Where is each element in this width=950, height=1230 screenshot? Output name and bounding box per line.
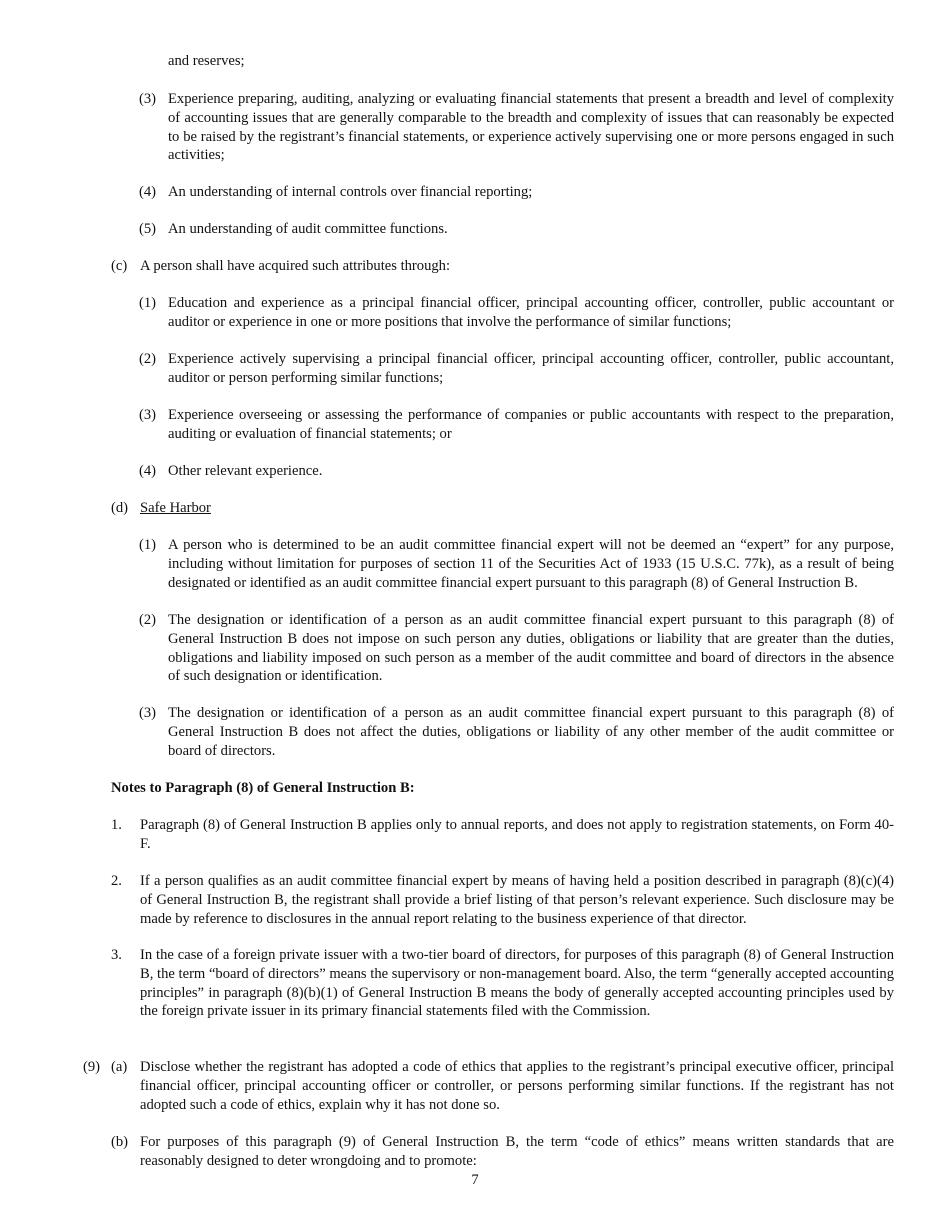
item-text: The designation or identification of a person as an audit committee financial expert pursuant to this paragraph (8) of General Instruction B does not affect the duties, obligations or liability of any other member of the audit committee or board of directors. <box>168 705 894 759</box>
item-label: (3) <box>139 407 157 423</box>
item-text: Experience overseeing or assessing the performance of companies or public accountants with respect to the preparation, auditing or evaluation of financial statements; or <box>168 407 894 442</box>
item-label: (3) <box>139 91 157 107</box>
item-c4 <box>168 462 894 481</box>
note-3 <box>140 946 894 1021</box>
note-text: Paragraph (8) of General Instruction B applies only to annual reports, and does not apply to registration statements, on Form 40-F. <box>140 817 894 852</box>
safe-harbor-heading: Safe Harbor <box>140 500 211 516</box>
item-c2 <box>168 350 894 388</box>
item-text: Other relevant experience. <box>168 463 323 479</box>
item-b4 <box>168 183 894 202</box>
section-c-intro <box>140 257 894 276</box>
section-d-heading <box>140 499 894 518</box>
item-text: Experience preparing, auditing, analyzing or evaluating financial statements that present a breadth and level of complexity of accounting issues that are generally comparable to the breadth and complexity of issues that can reasonably be expected to be raised by the registrant’s financial statements, or experience actively supervising one or more persons engaged in such activities; <box>168 91 894 164</box>
note-2 <box>140 872 894 928</box>
item-label: (1) <box>139 537 157 553</box>
item-text: An understanding of audit committee functions. <box>168 221 448 237</box>
item-label: (a) <box>111 1059 128 1075</box>
item-text: For purposes of this paragraph (9) of General Instruction B, the term “code of ethics” means written standards that are reasonably designed to deter wrongdoing and to promote: <box>140 1134 894 1169</box>
item-text: Education and experience as a principal financial officer, principal accounting officer, controller, public accountant or auditor or experience in one or more positions that involve the performance of similar functions; <box>168 295 894 330</box>
notes-heading <box>111 779 894 798</box>
text-continuation <box>168 52 894 71</box>
item-label: (4) <box>139 184 157 200</box>
item-9a <box>140 1058 894 1114</box>
item-b5 <box>168 220 894 239</box>
item-text: The designation or identification of a person as an audit committee financial expert pursuant to this paragraph (8) of General Instruction B does not impose on such person any duties, obligations or liability that are greater than the duties, obligations and liability imposed on such person as a member of the audit committee and board of directors in the absence of such designation or identification. <box>168 612 894 685</box>
note-label: 3. <box>111 947 122 963</box>
note-text: In the case of a foreign private issuer with a two-tier board of directors, for purposes of this paragraph (8) of General Instruction B, the term “board of directors” means the supervisory or non-management board. Also, the term “generally accepted accounting principles” in paragraph (8)(b)(1) of General Instruction B means the body of generally accepted accounting principles used by the foreign private issuer in its primary financial statements filed with the Commission. <box>140 947 894 1020</box>
section-c-label: (c) <box>111 258 128 274</box>
item-9b <box>140 1133 894 1171</box>
section-c-text: A person shall have acquired such attributes through: <box>140 258 451 274</box>
item-c1 <box>168 294 894 332</box>
item-c3 <box>168 406 894 444</box>
item-label: (2) <box>139 612 157 628</box>
item-d1 <box>168 536 894 592</box>
item-text: A person who is determined to be an audit committee financial expert will not be deemed an “expert” for any purpose, including without limitation for purposes of section 11 of the Securities Act of 1933 (15 U.S.C. 77k), as a result of being designated or identified as an audit committee financial expert pursuant to this paragraph (8) of General Instruction B. <box>168 537 894 591</box>
page-number: 7 <box>471 1172 479 1188</box>
note-1 <box>140 816 894 854</box>
item-d2 <box>168 611 894 686</box>
item-text: Disclose whether the registrant has adopted a code of ethics that applies to the registrant’s principal executive officer, principal financial officer, principal accounting officer or controller, or persons performing similar functions. If the registrant has not adopted such a code of ethics, explain why it has not done so. <box>140 1059 894 1113</box>
item-label: (3) <box>139 705 157 721</box>
item-text: Experience actively supervising a principal financial officer, principal accounting officer, controller, public accountant, auditor or person performing similar functions; <box>168 351 894 386</box>
continuation-text: and reserves; <box>168 53 245 69</box>
item-label: (5) <box>139 221 157 237</box>
note-label: 1. <box>111 817 122 833</box>
item-text: An understanding of internal controls over financial reporting; <box>168 184 533 200</box>
item-b3 <box>168 90 894 165</box>
item-label: (1) <box>139 295 157 311</box>
item-d3 <box>168 704 894 760</box>
notes-heading-text: Notes to Paragraph (8) of General Instruction B: <box>111 780 415 796</box>
note-label: 2. <box>111 873 122 889</box>
item-label: (2) <box>139 351 157 367</box>
paragraph-9-label: (9) <box>83 1059 101 1075</box>
item-label: (b) <box>111 1134 129 1150</box>
item-label: (4) <box>139 463 157 479</box>
note-text: If a person qualifies as an audit committee financial expert by means of having held a position described in paragraph (8)(c)(4) of General Instruction B, the registrant shall provide a brief listing of that person’s relevant experience. Such disclosure may be made by reference to disclosures in the annual report relating to the business experience of that director. <box>140 873 894 927</box>
section-d-label: (d) <box>111 500 129 516</box>
